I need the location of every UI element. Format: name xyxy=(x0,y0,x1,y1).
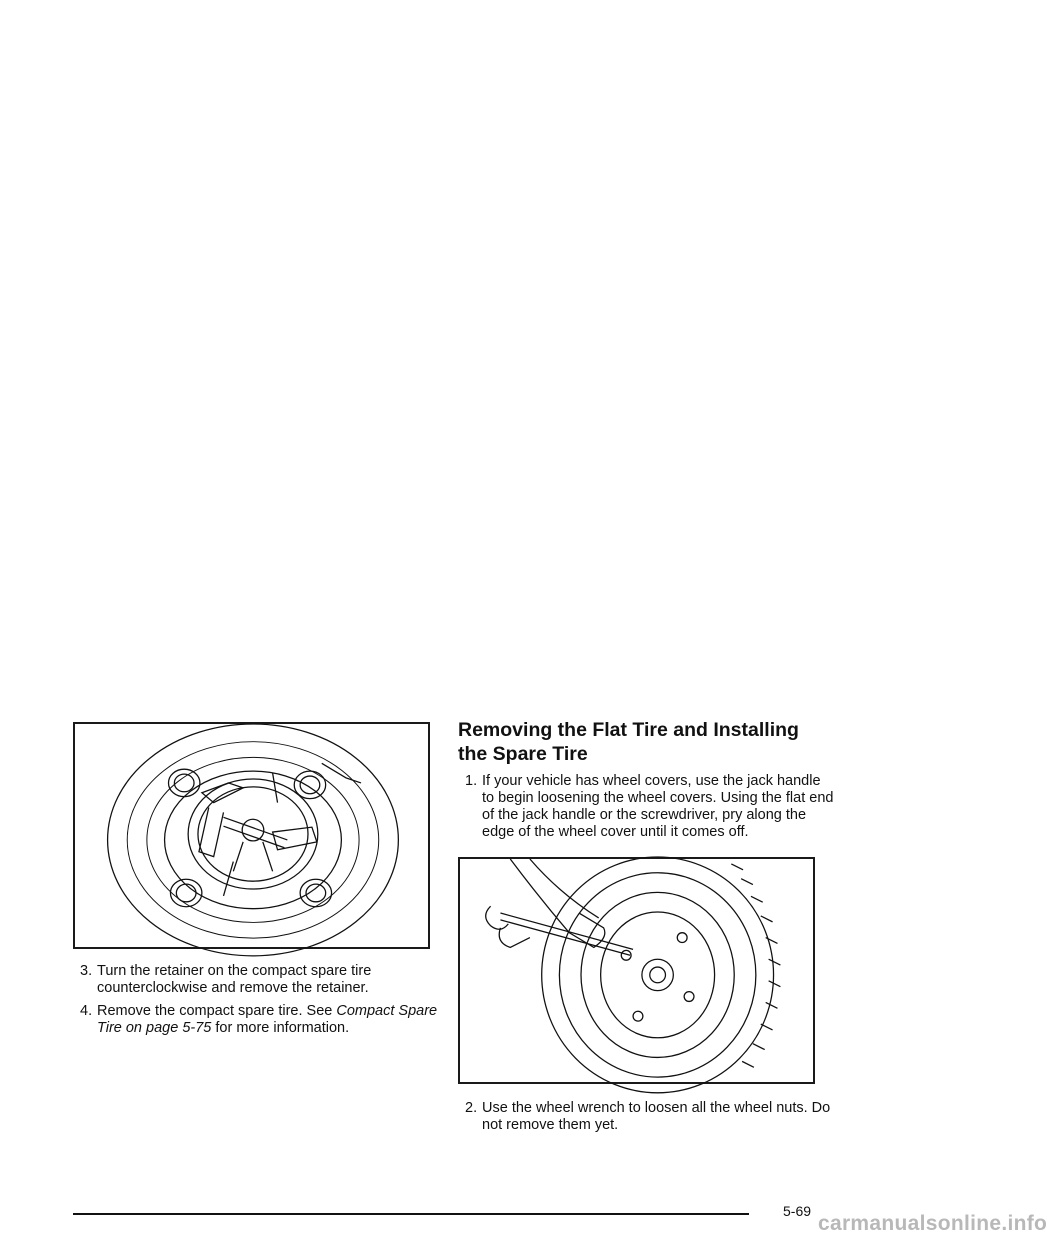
wheel-wrench-drawing xyxy=(460,859,813,1082)
step-text: Use the wheel wrench to loosen all the wheel nuts. Do not remove them yet. xyxy=(482,1100,831,1133)
step-text-end: for more information. xyxy=(211,1020,350,1036)
step-text: Turn the retainer on the compact spare tire counterclockwise and remove the retainer. xyxy=(97,963,372,996)
footer-rule xyxy=(73,1213,749,1215)
step-number: 4. xyxy=(80,1003,93,1019)
step-3 xyxy=(80,963,447,997)
step-number: 2. xyxy=(465,1100,478,1116)
spare-tire-drawing xyxy=(75,724,428,947)
loosen-wheel-nuts-illustration xyxy=(458,857,815,1084)
step-number: 3. xyxy=(80,963,93,979)
step-4 xyxy=(80,1003,447,1037)
section-heading: Removing the Flat Tire and Installing the Spare Tire xyxy=(458,719,799,765)
step-number: 1. xyxy=(465,773,478,789)
step-2 xyxy=(465,1100,834,1134)
step-text: Remove the compact spare tire. See xyxy=(97,1003,337,1019)
spare-tire-retainer-illustration xyxy=(73,722,430,949)
step-text: If your vehicle has wheel covers, use the jack handle to begin loosening the wheel covers. Using the flat end of the jack handle or the screwdriver, pry along the edge of the wheel cover until it comes off. xyxy=(482,773,834,840)
cross-reference-link[interactable]: Compact Spare Tire on page 5-75 xyxy=(97,1003,438,1036)
watermark: carmanualsonline.info xyxy=(818,1212,1047,1235)
page-number: 5-69 xyxy=(783,1203,812,1219)
step-1 xyxy=(465,773,834,841)
